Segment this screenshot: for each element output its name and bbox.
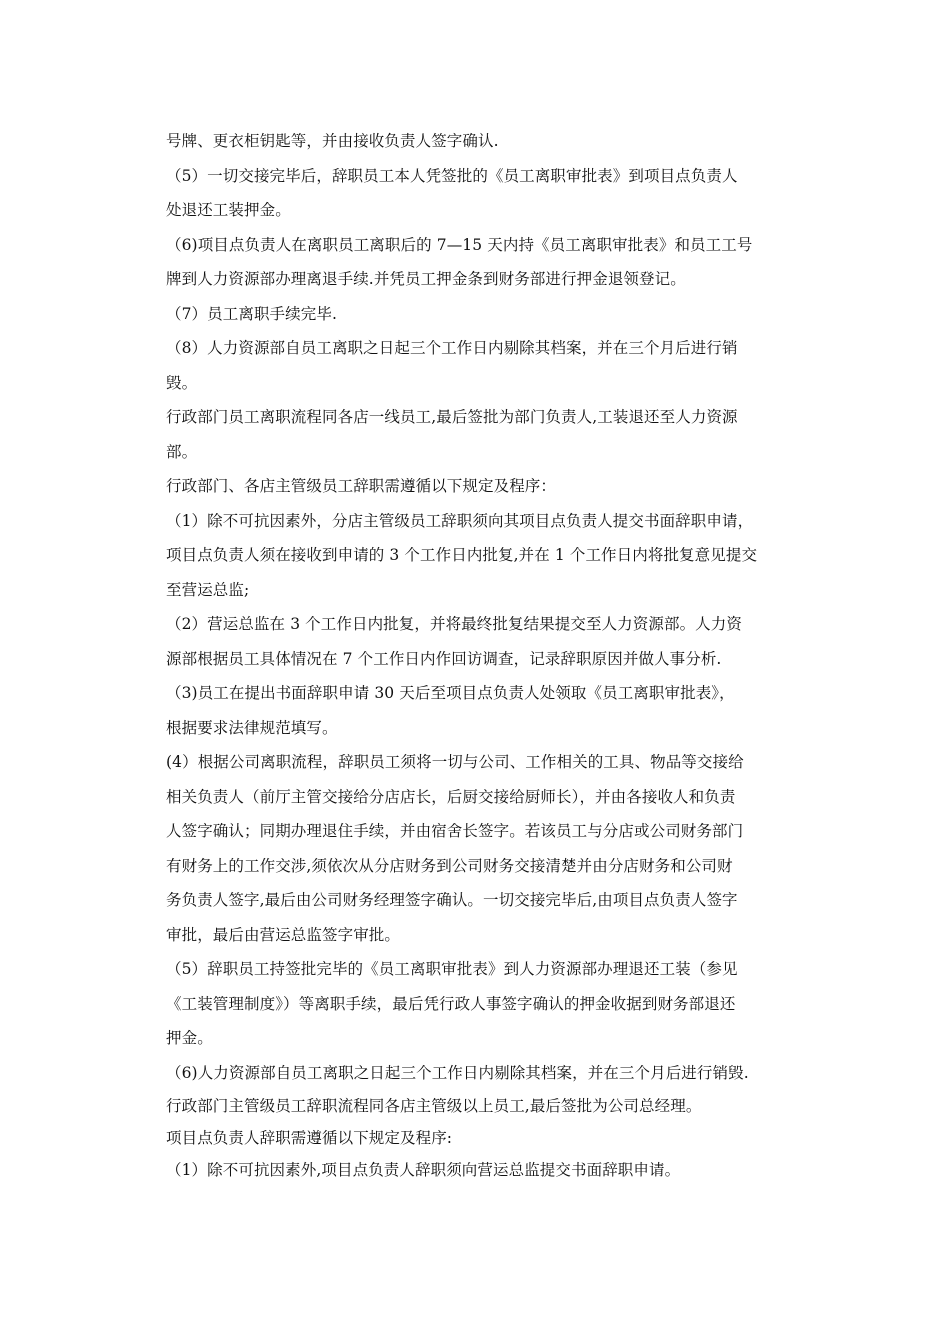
text-line: （8）人力资源部自员工离职之日起三个工作日内剔除其档案，并在三个月后进行销 xyxy=(166,339,738,357)
text-line: 相关负责人（前厅主管交接给分店店长，后厨交接给厨师长），并由各接收人和负责 xyxy=(166,787,736,806)
text-line: 押金。 xyxy=(166,1029,213,1047)
text-line: 源部根据员工具体情况在 7 个工作日内作回访调查，记录辞职原因并做人事分析. xyxy=(166,649,722,668)
text-line: 毁。 xyxy=(166,373,198,392)
text-line: （6)项目点负责人在离职员工离职后的 7—15 天内持《员工离职审批表》和员工工号 xyxy=(166,235,753,254)
text-line: 至营运总监; xyxy=(166,580,250,599)
text-line: 项目点负责人须在接收到申请的 3 个工作日内批复,并在 1 个工作日内将批复意见提交 xyxy=(166,546,758,564)
text-line: 行政部门员工离职流程同各店一线员工,最后签批为部门负责人,工装退还至人力资源 xyxy=(166,408,738,426)
text-line: （7）员工离职手续完毕. xyxy=(166,304,337,323)
text-line: 处退还工装押金。 xyxy=(166,201,291,219)
text-line: （3)员工在提出书面辞职申请 30 天后至项目点负责人处领取《员工离职审批表》， xyxy=(166,684,735,702)
text-line: 牌到人力资源部办理离退手续.并凭员工押金条到财务部进行押金退领登记。 xyxy=(166,270,686,288)
text-line: 人签字确认；同期办理退住手续，并由宿舍长签字。若该员工与分店或公司财务部门 xyxy=(166,822,744,840)
document-body xyxy=(166,124,796,1186)
text-line: 部。 xyxy=(166,442,198,461)
text-line: （6)人力资源部自员工离职之日起三个工作日内剔除其档案，并在三个月后进行销毁. xyxy=(166,1063,749,1082)
text-line: (4）根据公司离职流程，辞职员工须将一切与公司、工作相关的工具、物品等交接给 xyxy=(166,753,744,771)
text-line: 行政部门、各店主管级员工辞职需遵循以下规定及程序： xyxy=(166,477,557,495)
text-line: 号牌、更衣柜钥匙等，并由接收负责人签字确认. xyxy=(166,132,499,150)
text-line: 有财务上的工作交涉,须依次从分店财务到公司财务交接清楚并由分店财务和公司财 xyxy=(166,856,733,875)
text-line: 行政部门主管级员工辞职流程同各店主管级以上员工,最后签批为公司总经理。 xyxy=(166,1097,702,1115)
text-line: 《工装管理制度》）等离职手续，最后凭行政人事签字确认的押金收据到财务部退还 xyxy=(166,994,736,1013)
text-line: （1）除不可抗因素外，分店主管级员工辞职须向其项目点负责人提交书面辞职申请， xyxy=(166,511,754,530)
text-line: （2）营运总监在 3 个工作日内批复，并将最终批复结果提交至人力资源部。人力资 xyxy=(166,615,742,633)
text-line: （5）辞职员工持签批完毕的《员工离职审批表》到人力资源部办理退还工装（参见 xyxy=(166,960,738,978)
text-line: （5）一切交接完毕后，辞职员工本人凭签批的《员工离职审批表》到项目点负责人 xyxy=(166,166,738,185)
text-line: 务负责人签字,最后由公司财务经理签字确认。一切交接完毕后,由项目点负责人签字 xyxy=(166,891,738,909)
text-line: （1）除不可抗因素外,项目点负责人辞职须向营运总监提交书面辞职申请。 xyxy=(166,1161,681,1179)
text-line: 审批，最后由营运总监签字审批。 xyxy=(166,925,401,944)
text-line: 根据要求法律规范填写。 xyxy=(166,718,338,737)
text-line: 项目点负责人辞职需遵循以下规定及程序: xyxy=(166,1129,453,1147)
